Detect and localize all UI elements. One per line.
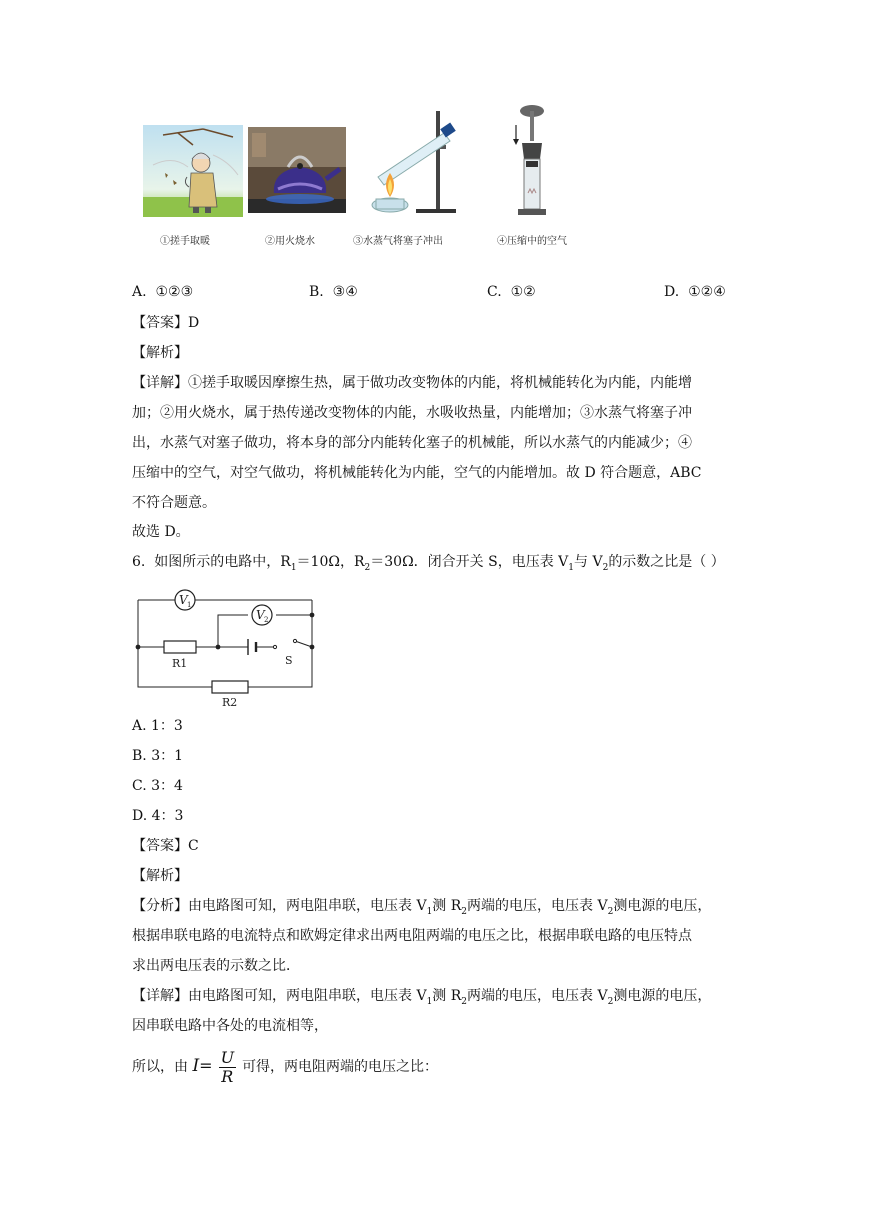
q6-answer: 【答案】C: [132, 838, 199, 854]
q6-detail-line-1: 【详解】由电路图可知，两电阻串联，电压表 $V_1$测 $R_2$两端的电压，电压表 $V_2$测电源的电压，: [132, 988, 712, 1007]
svg-text:1: 1: [187, 601, 192, 609]
q6-formula-line: 所以，由 I= $\frac{U}{R}$ 可得，两电阻两端的电压之比：: [132, 1047, 439, 1086]
r2-label: R2: [222, 696, 238, 709]
rubbing-hands-image: [143, 125, 243, 217]
q5-detail-line-3: 出，水蒸气对塞子做功，将本身的部分内能转化塞子的机械能，所以水蒸气的内能减少；④: [132, 435, 692, 451]
q5-detail-line-2: 加；②用火烧水，属于热传递改变物体的内能，水吸收热量，内能增加；③水蒸气将塞子冲: [132, 405, 692, 421]
q5-detail-line-4: 压缩中的空气，对空气做功，将机械能转化为内能，空气的内能增加。故 D 符合题意，ABC: [132, 465, 702, 481]
circuit-diagram: [130, 585, 320, 710]
kettle-on-fire-image: [248, 127, 346, 213]
q6-option-d: D. 4：3: [132, 808, 184, 824]
q5-option-a: A. ①②③: [132, 284, 194, 300]
q5-option-d: D. ①②④: [664, 284, 726, 300]
r1-label: R1: [172, 657, 188, 670]
q5-option-c: C. ①②: [487, 284, 536, 300]
figure-caption-4: ④压缩中的空气: [497, 236, 567, 247]
q6-option-a: A. 1：3: [132, 718, 183, 734]
q6-number: 6.: [132, 554, 146, 570]
q6-option-c: C. 3：4: [132, 778, 183, 794]
q6-analysis-line-1: 【分析】由电路图可知，两电阻串联，电压表 $V_1$测 $R_2$两端的电压，电压表 $V_2$测电源的电压，: [132, 898, 712, 917]
q5-option-b: B. ③④: [309, 284, 358, 300]
switch-label: S: [285, 654, 293, 667]
svg-text:2: 2: [264, 616, 269, 624]
q6-stem: 6. 如图所示的电路中，$R_1=10\Omega$，$R_2=30\Omega$．闭合开关 S，电压表 $V_1$与 $V_2$的示数之比是（ ）: [132, 554, 725, 573]
q6-analysis-tag: 【解析】: [132, 868, 188, 884]
q5-conclusion: 故选 D。: [132, 524, 190, 540]
q6-detail-line-2: 因串联电路中各处的电流相等，: [132, 1018, 328, 1034]
q6-option-b: B. 3：1: [132, 748, 184, 764]
figure-strip: [140, 100, 590, 250]
answer-tag: 【答案】: [132, 315, 188, 331]
figure-caption-1: ①搓手取暖: [160, 236, 210, 247]
q6-analysis-line-2: 根据串联电路的电流特点和欧姆定律求出两电阻两端的电压之比，根据串联电路的电压特点: [132, 928, 692, 944]
v2-label: V: [256, 608, 265, 622]
q6-analysis-line-3: 求出两电压表的示数之比．: [132, 958, 300, 974]
q5-answer: [132, 313, 199, 333]
compressing-air-image: [504, 103, 560, 221]
figure-caption-2: ②用火烧水: [265, 236, 315, 247]
ohms-law-fraction: $\frac{U}{R}$: [220, 1047, 235, 1086]
steam-cork-image: [366, 105, 466, 217]
detail-tag: 【详解】: [132, 375, 188, 391]
q5-detail-line-1: 【详解】①搓手取暖因摩擦生热，属于做功改变物体的内能，将机械能转化为内能，内能增: [132, 375, 692, 391]
figure-caption-3: ③水蒸气将塞子冲出: [353, 236, 443, 247]
q5-analysis-tag: 【解析】: [132, 345, 188, 361]
v1-label: V: [179, 593, 188, 607]
answer-value: D: [188, 315, 200, 331]
q5-detail-line-5: 不符合题意。: [132, 495, 216, 511]
